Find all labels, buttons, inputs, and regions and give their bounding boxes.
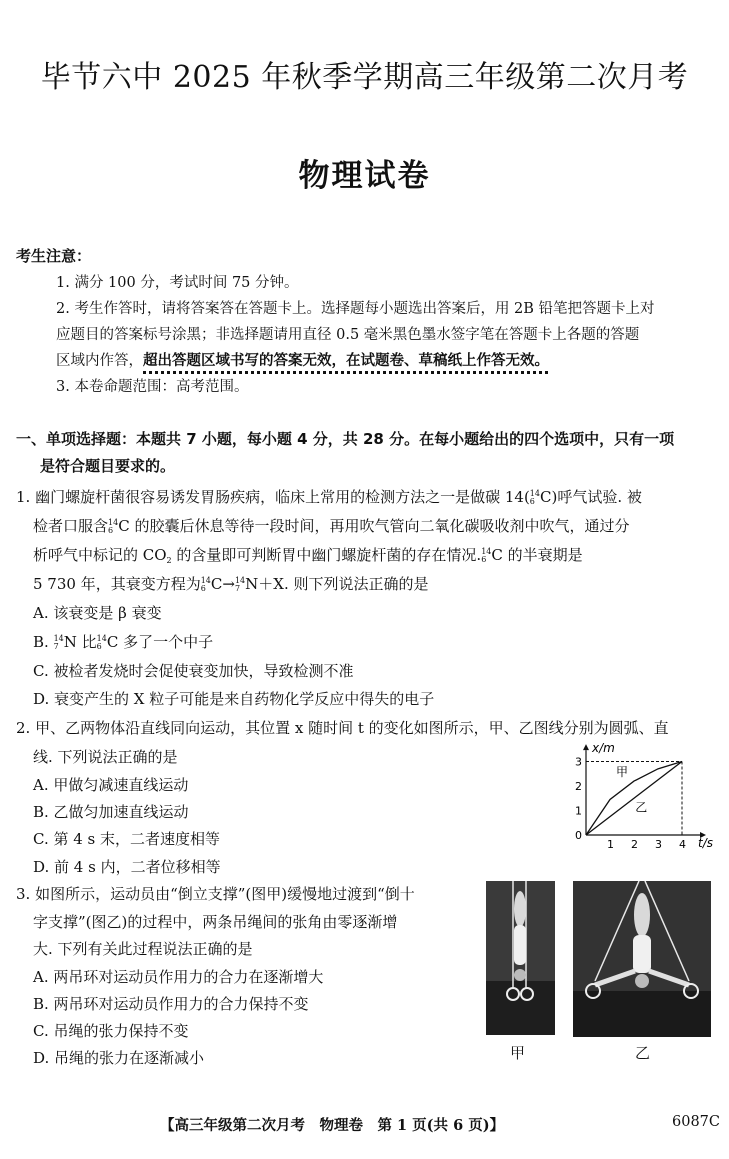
q1-line-3 — [33, 544, 583, 565]
notice-item-2-tail: 区域内作答， — [56, 353, 143, 369]
x-tick-label: 2 — [631, 838, 638, 851]
q2-line-2: 线. 下列说法正确的是 — [33, 748, 178, 766]
gymnast-photo-cross — [573, 881, 711, 1037]
gymnast-photo-handstand — [486, 881, 555, 1035]
q1-option-b-prefix: B. — [33, 633, 54, 651]
page-title: 毕节六中 2025 年秋季学期高三年级第二次月考 — [40, 60, 689, 95]
q3-option-d: D. 吊绳的张力在逐渐减小 — [33, 1049, 205, 1067]
n14-atomic: 7 — [53, 642, 59, 651]
q3-line-2: 字支撑”(图乙)的过程中，两条吊绳间的张角由零逐渐增 — [33, 913, 398, 931]
notice-item-2-cont: 应题目的答案标号涂黑；非选择题请用直径 0.5 毫米黑色墨水签字笔在答题卡上各题的答题 — [56, 327, 640, 343]
q1-line-1 — [16, 486, 642, 507]
notice-warning: 超出答题区域书写的答案无效，在试题卷、草稿纸上作答无效。 — [143, 352, 549, 369]
q1-text-3b: 的含量即可判断胃中幽门螺旋杆菌的存在情况. — [171, 546, 482, 564]
q3-line-1: 3. 如图所示，运动员由“倒立支撑”(图甲)缓慢地过渡到“倒十 — [16, 885, 415, 903]
q1-option-b-mid: N 比 — [63, 633, 97, 651]
y-tick-label: 2 — [575, 780, 582, 793]
q1-text-3c: C 的半衰期是 — [491, 546, 583, 564]
n14-mass: 14 — [53, 634, 64, 643]
series-yi-label: 乙 — [635, 800, 648, 815]
section-heading: 一、单项选择题：本题共 7 小题，每小题 4 分，共 28 分。在每小题给出的四个选项中，只有一项 — [16, 430, 675, 448]
q3-line-3: 大. 下列有关此过程说法正确的是 — [33, 940, 253, 958]
q1-text-4b: C→ — [210, 575, 235, 593]
q1-option-b — [33, 631, 213, 652]
q1-text-4c: N＋X. 则下列说法正确的是 — [245, 575, 429, 593]
c14-atomic: 6 — [481, 555, 487, 564]
q1-line-2 — [33, 515, 629, 536]
c14-atomic: 6 — [108, 526, 114, 535]
q2-option-b: B. 乙做匀加速直线运动 — [33, 803, 189, 821]
q1-text-1a: 1. 幽门螺旋杆菌很容易诱发胃肠疾病，临床上常用的检测方法之一是做碳 14( — [16, 488, 530, 506]
q1-option-d: D. 衰变产生的 X 粒子可能是来自药物化学反应中得失的电子 — [33, 690, 435, 708]
c14-atomic: 6 — [96, 642, 102, 651]
x-axis-label: t/s — [698, 836, 713, 850]
co2-subscript: 2 — [166, 556, 172, 565]
notice-item-2: 2. 考生作答时，请将答案答在答题卡上。选择题每小题选出答案后，用 2B 铅笔把答题卡上对 — [56, 301, 655, 317]
series-jia-label: 甲 — [616, 765, 629, 780]
c14-atomic: 6 — [529, 497, 535, 506]
y-axis-arrow — [583, 744, 589, 750]
q1-option-b-suffix: C 多了一个中子 — [106, 633, 214, 651]
notice-item-2-end — [56, 348, 716, 374]
c14-mass: 14 — [108, 518, 119, 527]
q3-option-a: A. 两吊环对运动员作用力的合力在逐渐增大 — [33, 968, 324, 986]
figure-label-yi: 乙 — [635, 1044, 651, 1062]
c14-mass: 14 — [529, 489, 540, 498]
figure-label-jia: 甲 — [510, 1044, 526, 1062]
q1-text-3a: 析呼气中标记的 CO — [33, 546, 167, 564]
paper-code: 6087C — [672, 1114, 720, 1130]
page-footer: 【高三年级第二次月考 物理卷 第 1 页(共 6 页)】 — [160, 1117, 505, 1134]
n14-atomic: 7 — [234, 584, 241, 593]
x-tick-label: 1 — [607, 838, 614, 851]
q1-text-4a: 5 730 年，其衰变方程为 — [33, 575, 201, 593]
q1-text-2a: 检者口服含 — [33, 517, 109, 535]
c14-mass: 14 — [200, 576, 211, 585]
origin-label: 0 — [575, 829, 582, 842]
q2-option-a: A. 甲做匀减速直线运动 — [33, 776, 189, 794]
notice-heading: 考生注意： — [16, 247, 92, 265]
x-tick-label: 3 — [655, 838, 662, 851]
y-tick-label: 3 — [575, 755, 582, 769]
series-yi-line — [586, 762, 682, 836]
q1-option-c: C. 被检者发烧时会促使衰变加快，导致检测不准 — [33, 662, 354, 680]
q2-line-1: 2. 甲、乙两物体沿直线同向运动，其位置 x 随时间 t 的变化如图所示，甲、乙图线分别为圆弧、直 — [16, 719, 669, 737]
c14-atomic: 6 — [200, 584, 206, 593]
q3-option-b: B. 两吊环对运动员作用力的合力保持不变 — [33, 995, 309, 1013]
notice-item-1: 1. 满分 100 分，考试时间 75 分钟。 — [56, 275, 299, 291]
y-tick-label: 1 — [575, 804, 582, 818]
page-subtitle: 物理试卷 — [298, 158, 431, 194]
y-axis-label: x/m — [592, 741, 615, 756]
q2-option-d: D. 前 4 s 内，二者位移相等 — [33, 858, 221, 876]
n14-mass: 14 — [234, 576, 246, 585]
c14-mass: 14 — [481, 547, 492, 556]
x-tick-label: 4 — [679, 838, 686, 851]
position-time-chart — [560, 735, 720, 855]
c14-mass: 14 — [96, 634, 107, 643]
q2-option-c: C. 第 4 s 末，二者速度相等 — [33, 830, 221, 848]
q1-option-a: A. 该衰变是 β 衰变 — [33, 604, 162, 622]
q1-text-2b: C 的胶囊后休息等待一段时间，再用吹气管向二氧化碳吸收剂中吹气，通过分 — [118, 517, 630, 535]
section-heading-cont: 是符合题目要求的。 — [40, 457, 176, 475]
notice-item-3: 3. 本卷命题范围：高考范围。 — [56, 379, 249, 395]
q3-option-c: C. 吊绳的张力保持不变 — [33, 1022, 189, 1040]
q1-text-1b: C)呼气试验. 被 — [539, 488, 642, 506]
q1-line-4 — [33, 573, 428, 594]
